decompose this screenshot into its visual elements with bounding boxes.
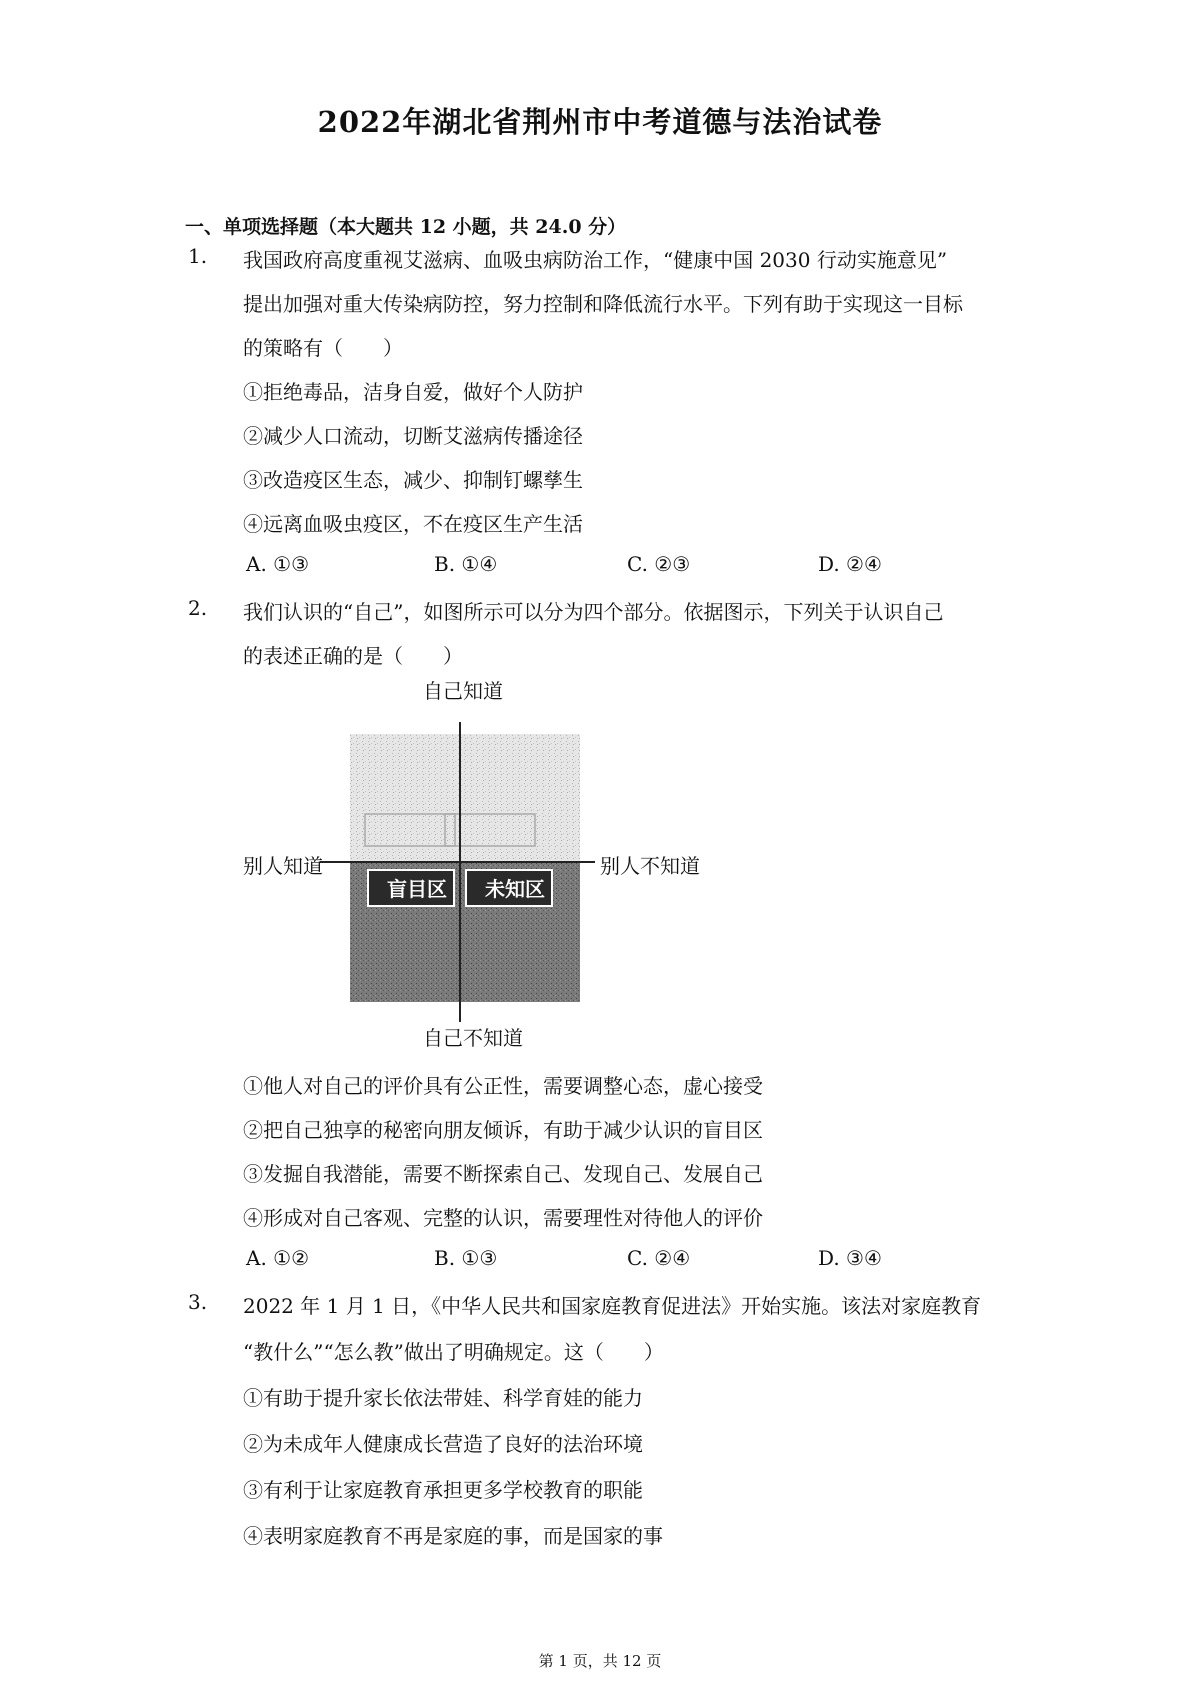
statement-item: ③有利于让家庭教育承担更多学校教育的职能: [243, 1478, 643, 1502]
question-stem-line: “教什么”“怎么教”做出了明确规定。这（ ）: [243, 1340, 664, 1364]
question-stem-line: 提出加强对重大传染病防控，努力控制和降低流行水平。下列有助于实现这一目标: [243, 292, 963, 316]
option-c[interactable]: C. ②④: [627, 1246, 691, 1270]
unknown-area-label: 未知区: [485, 877, 545, 901]
diagram-bottom-label: 自己不知道: [423, 1026, 523, 1050]
option-a[interactable]: A. ①③: [246, 552, 310, 576]
statement-item: ①他人对自己的评价具有公正性，需要调整心态，虚心接受: [243, 1074, 763, 1098]
question-number: 2.: [188, 596, 208, 620]
diagram-top-label: 自己知道: [423, 679, 503, 703]
option-a[interactable]: A. ①②: [246, 1246, 310, 1270]
question-number: 1.: [188, 244, 208, 268]
option-d[interactable]: D. ③④: [818, 1246, 882, 1270]
page-title: 2022年湖北省荆州市中考道德与法治试卷: [317, 105, 883, 139]
section-header: 一、单项选择题（本大题共 12 小题，共 24.0 分）: [185, 216, 627, 238]
page-footer: 第 1 页，共 12 页: [538, 1652, 662, 1670]
question-stem-line: 我国政府高度重视艾滋病、血吸虫病防治工作，“健康中国 2030 行动实施意见”: [243, 248, 948, 272]
statement-item: ②为未成年人健康成长营造了良好的法治环境: [243, 1432, 643, 1456]
statement-item: ④远离血吸虫疫区，不在疫区生产生活: [243, 512, 583, 536]
option-b[interactable]: B. ①④: [434, 552, 498, 576]
blind-area-label: 盲目区: [387, 877, 447, 901]
statement-item: ②把自己独享的秘密向朋友倾诉，有助于减少认识的盲目区: [243, 1118, 763, 1142]
statement-item: ①拒绝毒品，洁身自爱，做好个人防护: [243, 380, 583, 404]
statement-item: ③改造疫区生态，减少、抑制钉螺孳生: [243, 468, 583, 492]
question-number: 3.: [188, 1290, 208, 1314]
option-d[interactable]: D. ②④: [818, 552, 882, 576]
option-b[interactable]: B. ①③: [434, 1246, 498, 1270]
upper-quadrant: [350, 734, 580, 862]
statement-item: ②减少人口流动，切断艾滋病传播途径: [243, 424, 583, 448]
diagram-left-label: 别人知道: [243, 854, 323, 878]
option-c[interactable]: C. ②③: [627, 552, 691, 576]
question-stem-line: 我们认识的“自己”，如图所示可以分为四个部分。依据图示，下列关于认识自己: [243, 600, 944, 624]
question-stem-line: 2022 年 1 月 1 日，《中华人民共和国家庭教育促进法》开始实施。该法对家庭教育: [243, 1294, 982, 1318]
statement-item: ③发掘自我潜能，需要不断探索自己、发现自己、发展自己: [243, 1162, 763, 1186]
question-stem-line: 的表述正确的是（ ）: [243, 644, 463, 668]
statement-item: ④表明家庭教育不再是家庭的事，而是国家的事: [243, 1524, 663, 1548]
statement-item: ①有助于提升家长依法带娃、科学育娃的能力: [243, 1386, 643, 1410]
diagram-right-label: 别人不知道: [600, 854, 700, 878]
question-stem-line: 的策略有（ ）: [243, 336, 403, 360]
statement-item: ④形成对自己客观、完整的认识，需要理性对待他人的评价: [243, 1206, 763, 1230]
